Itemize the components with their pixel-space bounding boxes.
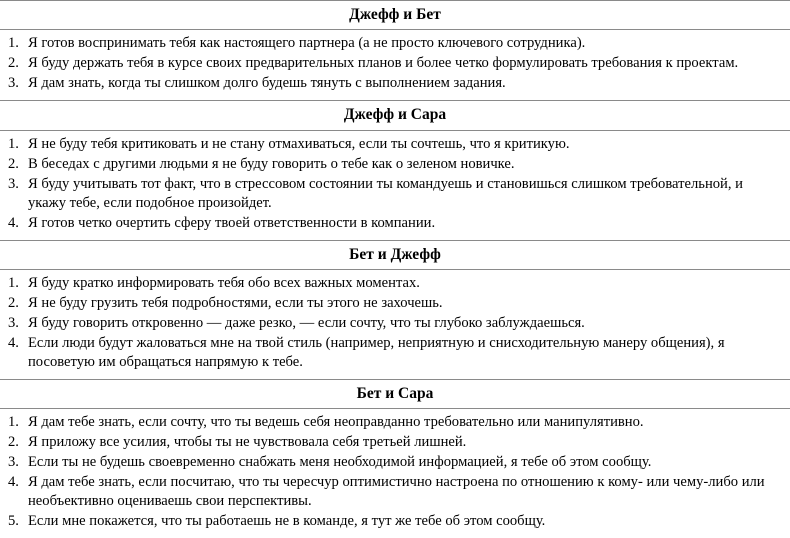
list-item-number: 4.	[8, 334, 19, 351]
list-item-number: 1.	[8, 274, 19, 291]
list-item	[8, 74, 782, 94]
list-item-number: 2.	[8, 294, 19, 311]
list-item-text: Если мне покажется, что ты работаешь не в команде, я тут же тебе об этом сообщу.	[28, 512, 546, 529]
list-item-text: Я приложу все усилия, чтобы ты не чувствовала себя третьей лишней.	[28, 434, 467, 451]
list-item-number: 1.	[8, 135, 19, 152]
agreement-section	[0, 240, 790, 379]
agreement-section	[0, 379, 790, 538]
list-item	[8, 433, 782, 453]
list-item-number: 2.	[8, 434, 19, 451]
list-item-number: 2.	[8, 155, 19, 172]
list-item	[8, 314, 782, 334]
commitment-list	[0, 30, 790, 100]
list-item	[8, 155, 782, 175]
list-item-text: Я готов воспринимать тебя как настоящего партнера (а не просто ключевого сотрудника).	[28, 35, 586, 52]
list-item	[8, 54, 782, 74]
list-item	[8, 274, 782, 294]
list-item-number: 3.	[8, 314, 19, 331]
section-title: Бет и Джефф	[349, 245, 441, 263]
section-title: Джефф и Сара	[343, 106, 447, 124]
list-item	[8, 214, 782, 234]
list-item-number: 5.	[8, 512, 19, 529]
list-item-text: Если люди будут жаловаться мне на твой стиль (например, неприятную и снисходительную манеру общения), я посоветую им обращаться напрямую к тебе.	[28, 334, 725, 370]
list-item-number: 3.	[8, 175, 19, 192]
agreement-section	[0, 0, 790, 100]
list-item-number: 3.	[8, 75, 19, 92]
list-item-text: Я не буду тебя критиковать и не стану отмахиваться, если ты сочтешь, что я критикую.	[28, 135, 570, 152]
list-item-number: 1.	[8, 414, 19, 431]
commitment-list	[0, 131, 790, 240]
list-item-number: 4.	[8, 214, 19, 231]
list-item-number: 1.	[8, 35, 19, 52]
list-item	[8, 175, 782, 214]
list-item-text: Я буду говорить откровенно — даже резко, — если сочту, что ты глубоко заблуждаешься.	[28, 314, 585, 331]
list-item	[8, 453, 782, 473]
list-item-text: Я готов четко очертить сферу твоей ответственности в компании.	[28, 214, 436, 231]
list-item-number: 2.	[8, 55, 19, 72]
list-item-text: Я дам тебе знать, если посчитаю, что ты чересчур оптимистично настроена по отношению к кому- или чему-либо или необъективно оцениваешь свои перспективы.	[28, 474, 765, 509]
commitment-list	[0, 409, 790, 538]
list-item	[8, 512, 782, 532]
section-title: Бет и Сара	[356, 384, 434, 402]
commitment-list	[0, 270, 790, 379]
list-item-text: Я буду кратко информировать тебя обо всех важных моментах.	[28, 274, 420, 291]
list-item	[8, 473, 782, 512]
list-item	[8, 334, 782, 373]
agreement-section	[0, 100, 790, 239]
list-item	[8, 135, 782, 155]
list-item	[8, 34, 782, 54]
list-item-text: Я дам тебе знать, если сочту, что ты ведешь себя неоправданно требовательно или манипулятивно.	[28, 414, 644, 431]
list-item	[8, 294, 782, 314]
section-title: Джефф и Бет	[349, 6, 441, 23]
list-item-text: Я буду держать тебя в курсе своих предварительных планов и более четко формулировать требования к проектам.	[28, 55, 739, 72]
list-item-number: 3.	[8, 454, 19, 471]
list-item-text: Я не буду грузить тебя подробностями, если ты этого не захочешь.	[28, 294, 443, 311]
list-item-text: Если ты не будешь своевременно снабжать меня необходимой информацией, я тебе об этом сообщу.	[28, 454, 652, 471]
list-item-text: В беседах с другими людьми я не буду говорить о тебе как о зеленом новичке.	[28, 155, 515, 172]
list-item-text: Я дам знать, когда ты слишком долго будешь тянуть с выполнением задания.	[28, 75, 506, 92]
list-item-number: 4.	[8, 474, 19, 490]
list-item-text: Я буду учитывать тот факт, что в стрессовом состоянии ты командуешь и становишься слишком требовательной, и укажу тебе, если подобное произойдет.	[28, 175, 743, 211]
list-item	[8, 413, 782, 433]
